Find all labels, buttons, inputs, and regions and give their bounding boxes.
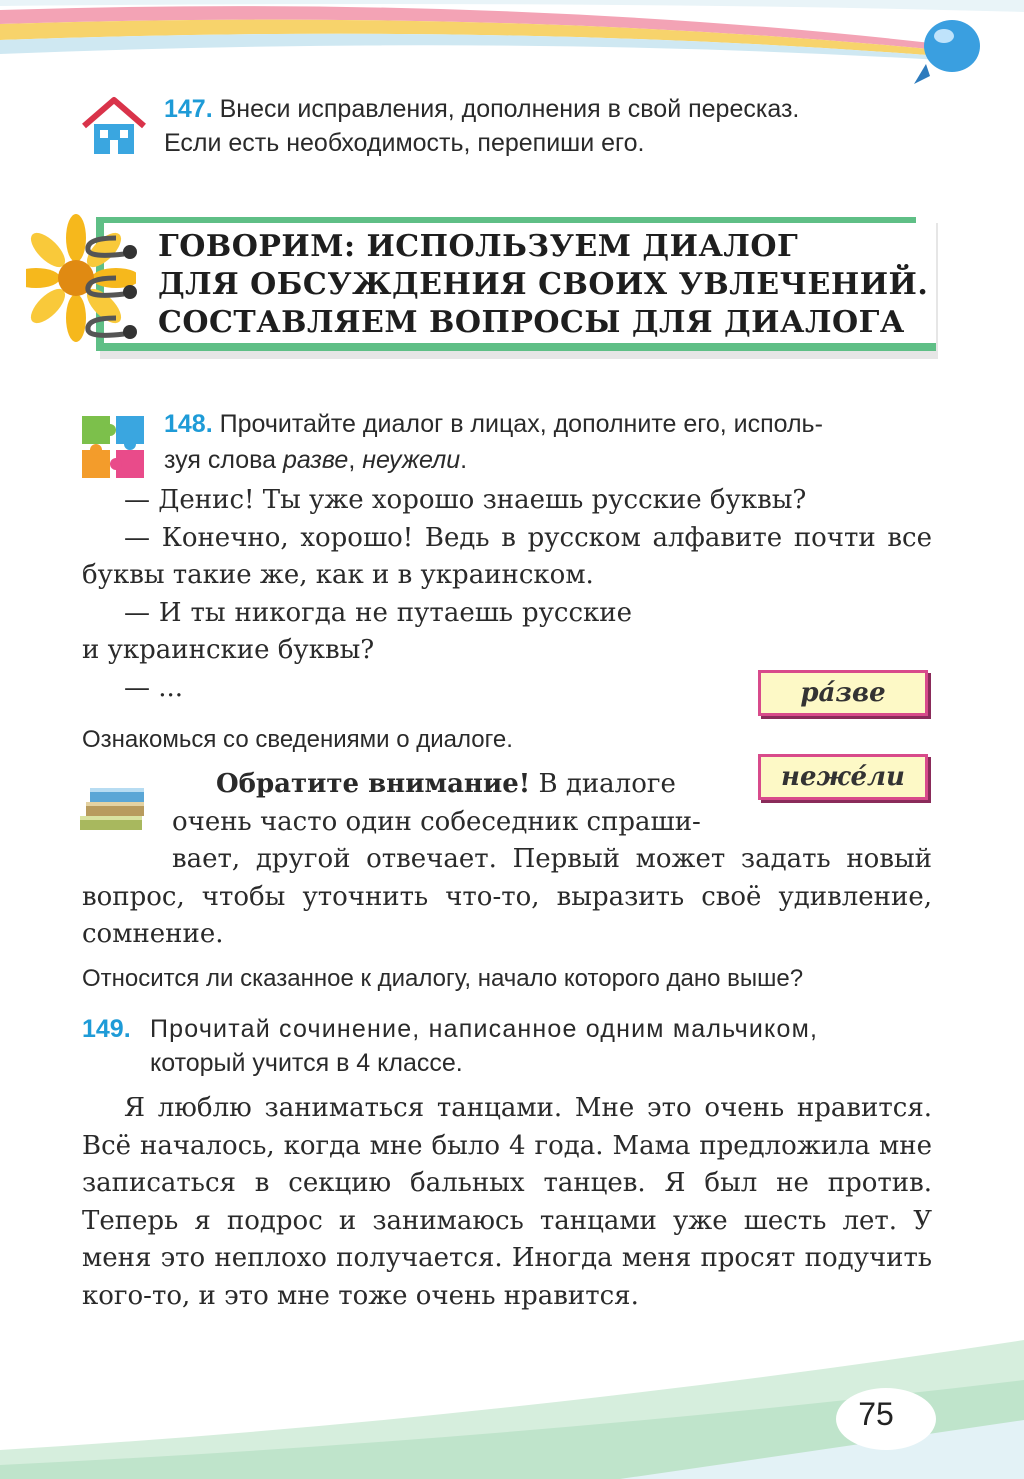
task-148-separator: , xyxy=(348,446,363,474)
dialog-line: — И ты никогда не путаешь русские и украинские буквы? xyxy=(82,597,632,665)
note-line2: очень часто один собеседник спраши- xyxy=(172,806,701,837)
page-number: 75 xyxy=(858,1396,894,1432)
task-149 xyxy=(82,1012,932,1080)
note-block xyxy=(82,766,932,954)
binder-rings xyxy=(76,228,146,346)
task-147-text-line2: Если есть необходимость, перепиши его. xyxy=(164,129,645,157)
dialog-line: — Денис! Ты уже хорошо знаешь русские буквы? xyxy=(124,485,807,515)
note-line1-rest: В диалоге xyxy=(530,769,676,799)
task-148-word1: разве xyxy=(283,446,349,474)
task-149-text-line1: Прочитай сочинение, написанное одним мальчиком, xyxy=(150,1015,819,1043)
task-148 xyxy=(164,406,934,478)
essay-paragraph: Я люблю заниматься танцами. Мне это очень нравится. Всё началось, когда мне было 4 года. Мама предложила мне записаться в секцию бальных танцев. Я был не против. Теперь я подрос и занимаюсь танцами уже шесть лет. У меня это неплохо получается. Иногда меня просят подучить кого-то, и это мне тоже очень нравится. xyxy=(82,1093,932,1311)
task-148-word2: неужели xyxy=(362,446,461,474)
house-icon xyxy=(80,96,148,158)
task-148-text-line2-prefix: зуя слова xyxy=(164,446,284,474)
puzzle-icon xyxy=(74,410,152,486)
exercise-number: 147. xyxy=(164,95,213,123)
exercise-number: 148. xyxy=(164,410,213,438)
banner-line-2: ДЛЯ ОБСУЖДЕНИЯ СВОИХ УВЛЕЧЕНИЙ. xyxy=(158,267,929,302)
banner-line-1: ГОВОРИМ: ИСПОЛЬЗУЕМ ДИАЛОГ xyxy=(158,229,799,264)
note-rest: вает, другой отвечает. Первый может задать новый вопрос, чтобы уточнить что-то, выразить своё удивление, сомнение. xyxy=(82,844,932,949)
word-card-neuzheli: неже́ли xyxy=(758,754,928,800)
task-148-text-line1: Прочитайте диалог в лицах, дополните его, исполь- xyxy=(219,410,823,438)
dialog-line-ellipsis: — ... xyxy=(124,673,184,703)
banner-top-edge xyxy=(96,217,916,223)
dialog-text xyxy=(82,482,932,670)
balloon-icon xyxy=(906,14,984,90)
banner-line-3: СОСТАВЛЯЕМ ВОПРОСЫ ДЛЯ ДИАЛОГА xyxy=(158,305,905,340)
essay-text xyxy=(82,1090,932,1315)
question-text: Относится ли сказанное к диалогу, начало которого дано выше? xyxy=(82,965,804,992)
dialog-line: — Конечно, хорошо! Ведь в русском алфавите почти все буквы такие же, как и в украинском. xyxy=(82,522,932,590)
task-148-suffix: . xyxy=(460,446,468,474)
acquaint-instruction: Ознакомься со сведениями о диалоге. xyxy=(82,726,513,753)
task-147-text-line1: Внеси исправления, дополнения в свой пересказ. xyxy=(219,95,800,123)
banner-heading xyxy=(158,228,929,342)
task-149-text-line2: который учится в 4 классе. xyxy=(150,1049,463,1077)
top-stripes-decoration xyxy=(0,0,1024,90)
word-card-razve: ра́зве xyxy=(758,670,928,716)
task-147 xyxy=(164,92,934,160)
exercise-number: 149. xyxy=(82,1015,131,1043)
note-bold-lead: Обратите внимание! xyxy=(216,769,531,799)
